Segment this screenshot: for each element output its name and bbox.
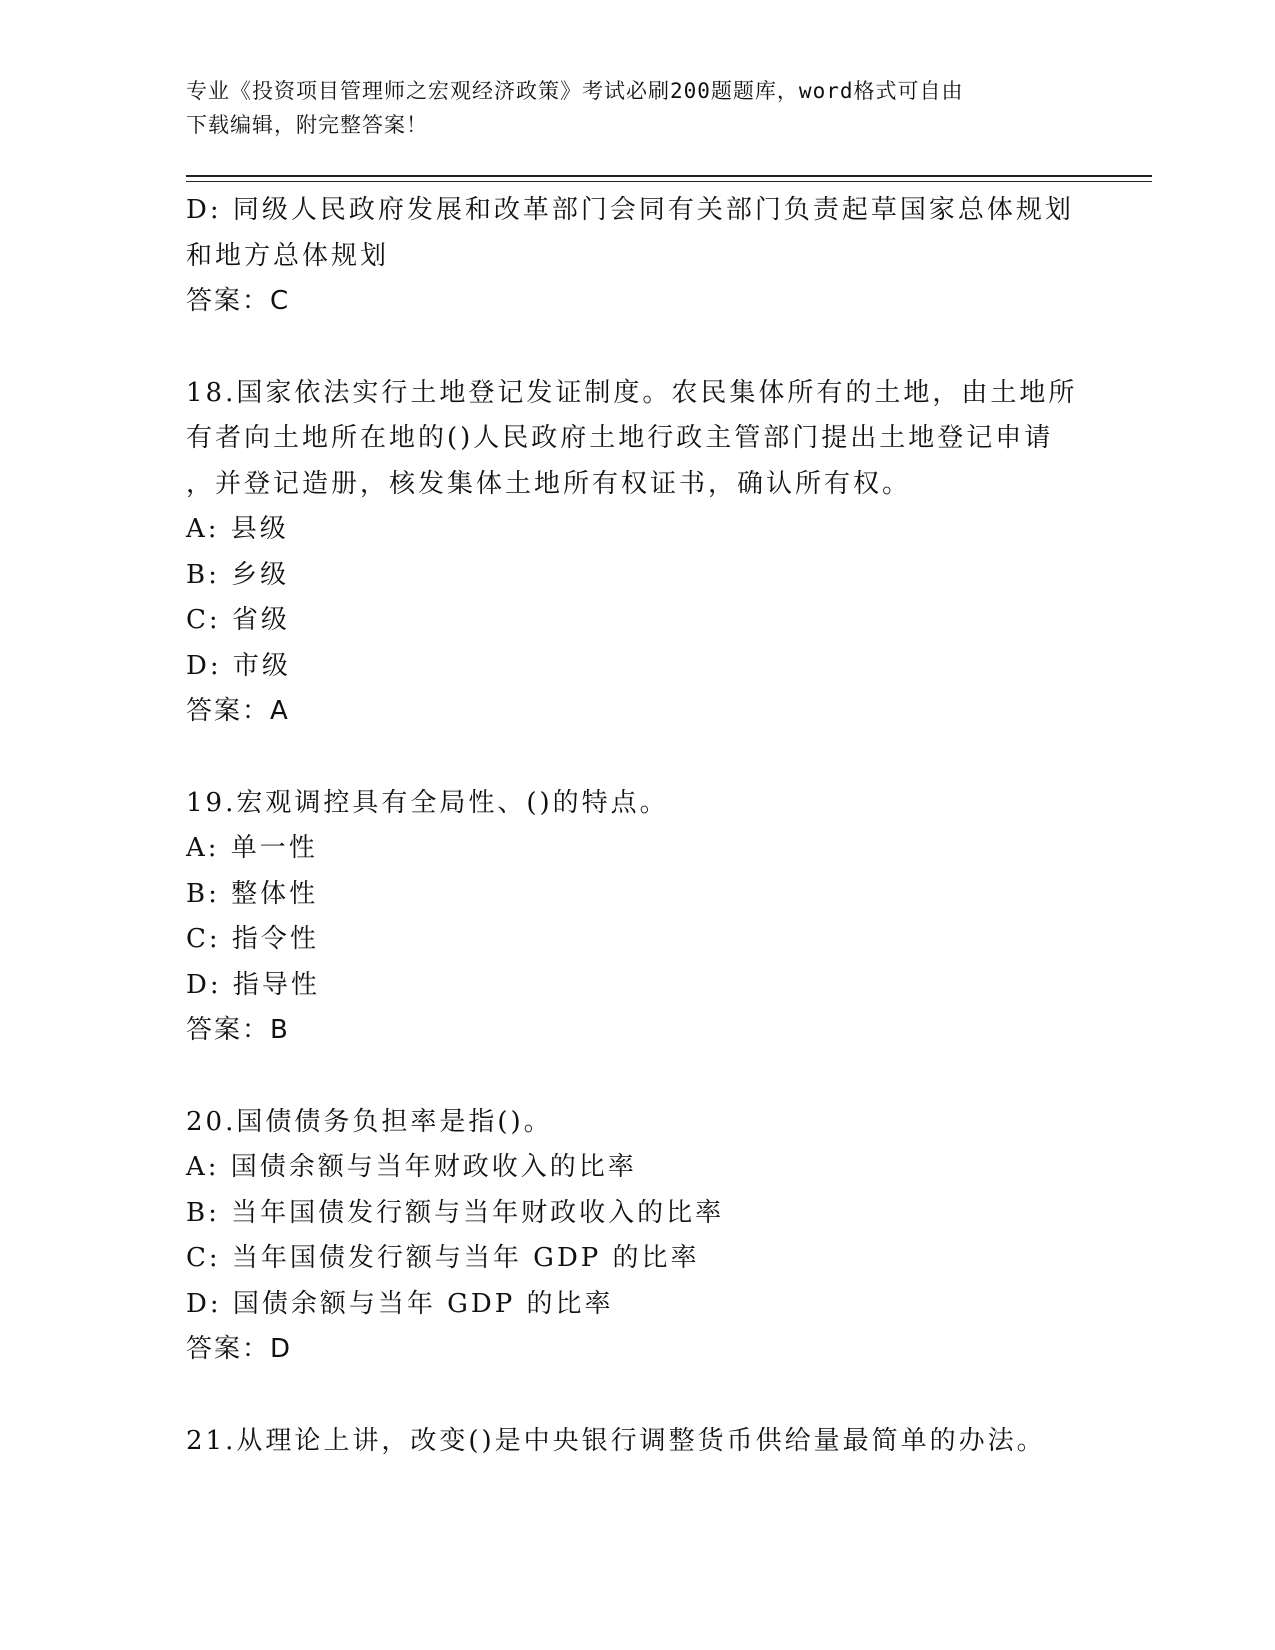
option-a: A: 单一性 bbox=[186, 833, 318, 863]
spacer bbox=[186, 1373, 1086, 1419]
spacer bbox=[186, 735, 1086, 781]
question-18 bbox=[186, 371, 1086, 735]
question-21-text: 21.从理论上讲，改变()是中央银行调整货币供给量最简单的办法。 bbox=[186, 1425, 1046, 1456]
header-divider-thick bbox=[186, 175, 1152, 177]
option-b: B: 整体性 bbox=[186, 878, 319, 909]
option-d: D: 同级人民政府发展和改革部门会同有关部门负责起草国家总体规划 bbox=[186, 195, 1074, 225]
question-18-text-1: 18.国家依法实行土地登记发证制度。农民集体所有的土地，由土地所 bbox=[186, 377, 1078, 408]
option-d: D: 指导性 bbox=[186, 969, 320, 1000]
header-divider-thin bbox=[186, 181, 1152, 182]
spacer bbox=[186, 1054, 1086, 1100]
spacer bbox=[186, 325, 1086, 371]
header-line-1: 专业《投资项目管理师之宏观经济政策》考试必刷200题题库，word格式可自由 bbox=[186, 79, 964, 103]
prev-question-tail bbox=[186, 188, 1086, 325]
answer: 答案：B bbox=[186, 1015, 290, 1045]
option-d: D: 国债余额与当年 GDP 的比率 bbox=[186, 1288, 614, 1319]
page-header bbox=[186, 74, 1066, 142]
option-c: C: 指令性 bbox=[186, 924, 319, 954]
answer: 答案：C bbox=[186, 286, 291, 316]
option-d: D: 市级 bbox=[186, 650, 291, 681]
option-b: B: 乡级 bbox=[186, 559, 290, 590]
question-19-text: 19.宏观调控具有全局性、()的特点。 bbox=[186, 787, 669, 818]
option-d-continued: 和地方总体规划 bbox=[186, 240, 390, 271]
answer: 答案：A bbox=[186, 696, 290, 726]
option-c: C: 当年国债发行额与当年 GDP 的比率 bbox=[186, 1243, 700, 1273]
option-c: C: 省级 bbox=[186, 605, 290, 635]
header-line-2: 下载编辑，附完整答案！ bbox=[186, 113, 428, 137]
option-a: A: 县级 bbox=[186, 514, 289, 544]
question-18-text-2: 有者向土地所在地的()人民政府土地行政主管部门提出土地登记申请 bbox=[186, 423, 1054, 453]
question-content bbox=[186, 188, 1086, 1464]
question-20 bbox=[186, 1100, 1086, 1373]
question-21 bbox=[186, 1419, 1086, 1465]
answer: 答案：D bbox=[186, 1334, 293, 1364]
question-20-text: 20.国债债务负担率是指()。 bbox=[186, 1106, 553, 1137]
question-19 bbox=[186, 781, 1086, 1054]
option-b: B: 当年国债发行额与当年财政收入的比率 bbox=[186, 1197, 725, 1228]
option-a: A: 国债余额与当年财政收入的比率 bbox=[186, 1152, 637, 1182]
question-18-text-3: ，并登记造册，核发集体土地所有权证书，确认所有权。 bbox=[186, 468, 912, 499]
